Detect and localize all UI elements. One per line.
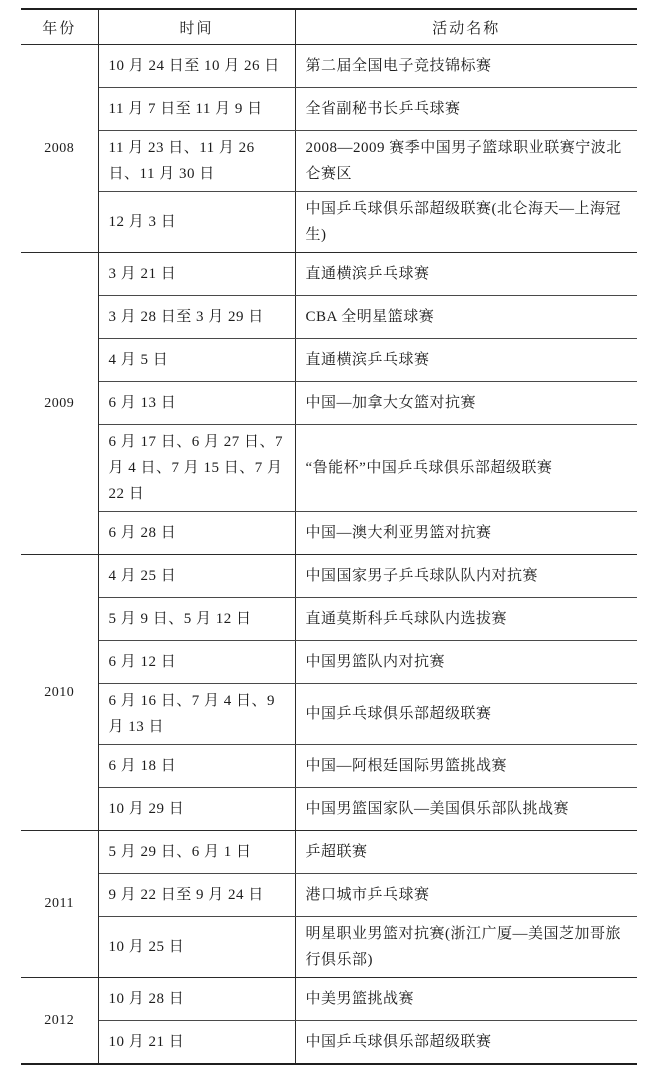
table-row bbox=[21, 253, 637, 296]
event-cell: 乒超联赛 bbox=[295, 831, 637, 874]
event-cell: 直通横滨乒乓球赛 bbox=[295, 253, 637, 296]
time-cell: 6 月 28 日 bbox=[98, 512, 295, 555]
time-cell: 11 月 23 日、11 月 26 日、11 月 30 日 bbox=[98, 131, 295, 192]
year-cell: 2009 bbox=[21, 253, 98, 555]
event-cell: 中国国家男子乒乓球队队内对抗赛 bbox=[295, 555, 637, 598]
table-row bbox=[21, 131, 637, 192]
header-event: 活动名称 bbox=[295, 9, 637, 45]
table-row bbox=[21, 745, 637, 788]
event-cell: 中美男篮挑战赛 bbox=[295, 978, 637, 1021]
time-cell: 9 月 22 日至 9 月 24 日 bbox=[98, 874, 295, 917]
table-row bbox=[21, 641, 637, 684]
year-cell: 2012 bbox=[21, 978, 98, 1065]
header-row bbox=[21, 9, 637, 45]
events-table bbox=[21, 8, 637, 1065]
time-cell: 10 月 24 日至 10 月 26 日 bbox=[98, 45, 295, 88]
time-cell: 6 月 17 日、6 月 27 日、7 月 4 日、7 月 15 日、7 月 22 日 bbox=[98, 425, 295, 512]
event-cell: 中国—澳大利亚男篮对抗赛 bbox=[295, 512, 637, 555]
event-cell: 中国乒乓球俱乐部超级联赛 bbox=[295, 1021, 637, 1065]
table-row bbox=[21, 598, 637, 641]
time-cell: 10 月 21 日 bbox=[98, 1021, 295, 1065]
time-cell: 5 月 29 日、6 月 1 日 bbox=[98, 831, 295, 874]
event-cell: 中国—加拿大女篮对抗赛 bbox=[295, 382, 637, 425]
table-row bbox=[21, 555, 637, 598]
event-cell: 中国男篮队内对抗赛 bbox=[295, 641, 637, 684]
event-cell: 明星职业男篮对抗赛(浙江广厦—美国芝加哥旅行俱乐部) bbox=[295, 917, 637, 978]
table-row bbox=[21, 425, 637, 512]
event-cell: 中国男篮国家队—美国俱乐部队挑战赛 bbox=[295, 788, 637, 831]
header-year: 年份 bbox=[21, 9, 98, 45]
time-cell: 6 月 16 日、7 月 4 日、9 月 13 日 bbox=[98, 684, 295, 745]
header-time: 时间 bbox=[98, 9, 295, 45]
table-row bbox=[21, 978, 637, 1021]
event-cell: 中国—阿根廷国际男篮挑战赛 bbox=[295, 745, 637, 788]
time-cell: 5 月 9 日、5 月 12 日 bbox=[98, 598, 295, 641]
event-cell: 全省副秘书长乒乓球赛 bbox=[295, 88, 637, 131]
time-cell: 6 月 18 日 bbox=[98, 745, 295, 788]
event-cell: CBA 全明星篮球赛 bbox=[295, 296, 637, 339]
event-cell: 中国乒乓球俱乐部超级联赛 bbox=[295, 684, 637, 745]
time-cell: 6 月 12 日 bbox=[98, 641, 295, 684]
table-row bbox=[21, 917, 637, 978]
time-cell: 4 月 25 日 bbox=[98, 555, 295, 598]
time-cell: 11 月 7 日至 11 月 9 日 bbox=[98, 88, 295, 131]
table-row bbox=[21, 192, 637, 253]
table-row bbox=[21, 339, 637, 382]
time-cell: 10 月 29 日 bbox=[98, 788, 295, 831]
time-cell: 4 月 5 日 bbox=[98, 339, 295, 382]
table-row bbox=[21, 45, 637, 88]
event-cell: 2008—2009 赛季中国男子篮球职业联赛宁波北仑赛区 bbox=[295, 131, 637, 192]
time-cell: 10 月 25 日 bbox=[98, 917, 295, 978]
table-row bbox=[21, 831, 637, 874]
event-cell: 直通横滨乒乓球赛 bbox=[295, 339, 637, 382]
table-row bbox=[21, 1021, 637, 1065]
table-body bbox=[21, 45, 637, 1065]
year-cell: 2010 bbox=[21, 555, 98, 831]
table-row bbox=[21, 382, 637, 425]
event-cell: “鲁能杯”中国乒乓球俱乐部超级联赛 bbox=[295, 425, 637, 512]
time-cell: 6 月 13 日 bbox=[98, 382, 295, 425]
table-row bbox=[21, 874, 637, 917]
event-cell: 第二届全国电子竞技锦标赛 bbox=[295, 45, 637, 88]
table-row bbox=[21, 512, 637, 555]
table-row bbox=[21, 684, 637, 745]
year-cell: 2011 bbox=[21, 831, 98, 978]
table-row bbox=[21, 296, 637, 339]
event-cell: 直通莫斯科乒乓球队内选拔赛 bbox=[295, 598, 637, 641]
table-row bbox=[21, 788, 637, 831]
time-cell: 12 月 3 日 bbox=[98, 192, 295, 253]
event-cell: 港口城市乒乓球赛 bbox=[295, 874, 637, 917]
time-cell: 10 月 28 日 bbox=[98, 978, 295, 1021]
time-cell: 3 月 21 日 bbox=[98, 253, 295, 296]
year-cell: 2008 bbox=[21, 45, 98, 253]
event-cell: 中国乒乓球俱乐部超级联赛(北仑海天—上海冠生) bbox=[295, 192, 637, 253]
table-row bbox=[21, 88, 637, 131]
time-cell: 3 月 28 日至 3 月 29 日 bbox=[98, 296, 295, 339]
